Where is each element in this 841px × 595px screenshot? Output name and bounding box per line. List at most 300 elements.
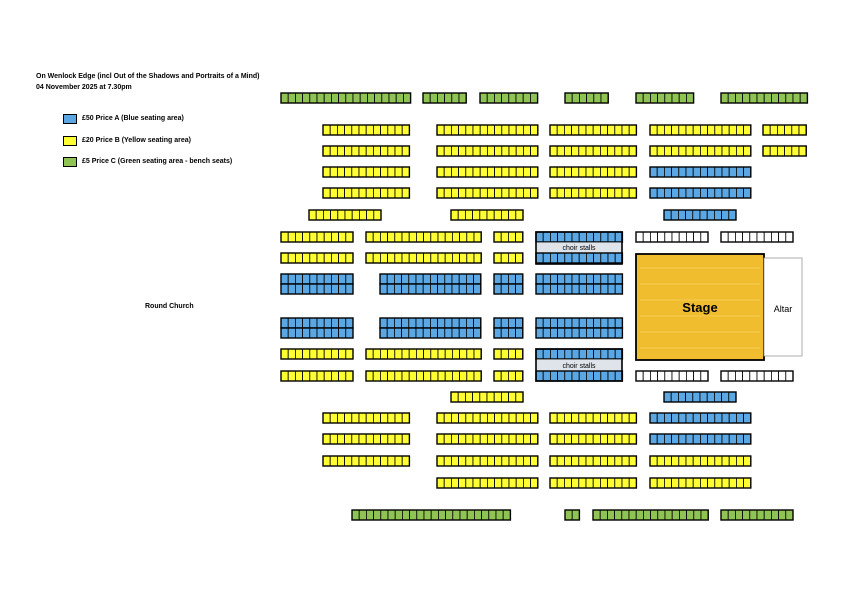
seat <box>339 318 346 328</box>
seat <box>509 478 516 488</box>
seat <box>543 371 550 381</box>
seat <box>729 210 736 220</box>
seat <box>430 318 437 328</box>
seat <box>438 232 445 242</box>
seat <box>345 146 352 156</box>
seat <box>303 274 310 284</box>
seat <box>323 188 330 198</box>
seat <box>489 510 496 520</box>
seat <box>572 253 579 263</box>
seat <box>501 318 508 328</box>
seat <box>622 413 629 423</box>
seat <box>330 125 337 135</box>
seat <box>665 93 672 103</box>
seat <box>531 125 538 135</box>
seat <box>295 274 302 284</box>
seat <box>388 371 395 381</box>
seat <box>409 371 416 381</box>
seat <box>686 210 693 220</box>
seat <box>531 456 538 466</box>
seat <box>437 93 444 103</box>
seat <box>736 413 743 423</box>
seat <box>722 188 729 198</box>
seat <box>714 392 721 402</box>
seat <box>565 510 572 520</box>
seat <box>531 478 538 488</box>
seat <box>531 188 538 198</box>
seat <box>494 328 501 338</box>
seat <box>600 434 607 444</box>
seat <box>453 510 460 520</box>
seat <box>643 371 650 381</box>
seat <box>380 232 387 242</box>
seat <box>764 93 771 103</box>
seat <box>331 318 338 328</box>
seat <box>629 188 636 198</box>
seat <box>381 167 388 177</box>
seat <box>467 232 474 242</box>
seat <box>715 188 722 198</box>
seat <box>579 456 586 466</box>
seat <box>572 167 579 177</box>
seat <box>494 284 501 294</box>
seat <box>736 146 743 156</box>
seat <box>779 93 786 103</box>
seat <box>550 434 557 444</box>
seat <box>466 318 473 328</box>
seat <box>785 125 792 135</box>
seat <box>679 478 686 488</box>
seat <box>395 413 402 423</box>
seat <box>460 232 467 242</box>
seat <box>402 434 409 444</box>
seat <box>295 371 302 381</box>
seat <box>579 274 586 284</box>
seat <box>650 478 657 488</box>
seat <box>615 318 622 328</box>
seat <box>281 318 288 328</box>
seat <box>309 210 316 220</box>
seat <box>701 232 708 242</box>
seat <box>494 232 501 242</box>
seat <box>608 284 615 294</box>
seat <box>564 188 571 198</box>
seat <box>629 456 636 466</box>
seat <box>594 284 601 294</box>
seat <box>366 434 373 444</box>
seat <box>445 318 452 328</box>
seat <box>672 125 679 135</box>
seat <box>480 188 487 198</box>
seat <box>346 284 353 294</box>
seat <box>330 413 337 423</box>
seat <box>516 328 523 338</box>
seat <box>416 284 423 294</box>
seat <box>650 146 657 156</box>
seat <box>572 232 579 242</box>
seat <box>487 210 494 220</box>
seat <box>678 210 685 220</box>
seat <box>664 188 671 198</box>
seat <box>686 456 693 466</box>
seat <box>503 510 510 520</box>
seat <box>295 349 302 359</box>
seat <box>387 318 394 328</box>
seat <box>388 146 395 156</box>
seat <box>728 371 735 381</box>
seat <box>467 349 474 359</box>
seat <box>409 274 416 284</box>
seat <box>288 318 295 328</box>
seat <box>587 93 594 103</box>
seat <box>317 232 324 242</box>
altar-label: Altar <box>773 304 793 314</box>
seat <box>495 188 502 198</box>
seat <box>459 478 466 488</box>
seat <box>586 413 593 423</box>
seat <box>593 478 600 488</box>
seat <box>531 146 538 156</box>
seat <box>396 93 403 103</box>
seat <box>629 478 636 488</box>
seat <box>579 146 586 156</box>
seat <box>700 456 707 466</box>
seat <box>487 456 494 466</box>
seat <box>409 318 416 328</box>
seat <box>339 349 346 359</box>
seat <box>757 93 764 103</box>
stage-label: Stage <box>682 300 718 315</box>
seat <box>480 434 487 444</box>
seat <box>750 371 757 381</box>
seat <box>359 413 366 423</box>
seat <box>380 371 387 381</box>
seat <box>793 93 800 103</box>
seat <box>777 125 784 135</box>
seat <box>779 510 786 520</box>
seat <box>373 434 380 444</box>
seat <box>459 167 466 177</box>
seat <box>777 146 784 156</box>
seat <box>459 434 466 444</box>
seat <box>508 371 515 381</box>
seat <box>352 188 359 198</box>
seat <box>608 232 615 242</box>
choir-stalls-label-bottom: choir stalls <box>562 363 596 370</box>
seat <box>686 167 693 177</box>
seat <box>531 413 538 423</box>
seat <box>550 328 557 338</box>
seat <box>330 167 337 177</box>
seat <box>409 253 416 263</box>
seat <box>543 274 550 284</box>
seat <box>410 510 417 520</box>
seat <box>494 253 501 263</box>
seat <box>310 274 317 284</box>
seat <box>715 478 722 488</box>
seat <box>324 284 331 294</box>
seat <box>395 371 402 381</box>
seat <box>473 413 480 423</box>
seat <box>310 93 317 103</box>
seat <box>572 188 579 198</box>
seat <box>700 478 707 488</box>
seat <box>380 328 387 338</box>
seat <box>550 167 557 177</box>
seat <box>550 349 557 359</box>
seat <box>437 188 444 198</box>
seat <box>424 253 431 263</box>
seat <box>708 456 715 466</box>
seat <box>516 146 523 156</box>
seat <box>459 328 466 338</box>
seat <box>323 456 330 466</box>
seat <box>494 349 501 359</box>
seat <box>679 188 686 198</box>
seat <box>502 478 509 488</box>
seat <box>672 456 679 466</box>
seat <box>593 146 600 156</box>
seat <box>394 274 401 284</box>
seat <box>431 253 438 263</box>
seat <box>509 167 516 177</box>
seat <box>657 146 664 156</box>
seat <box>607 510 614 520</box>
seat <box>523 125 530 135</box>
seat <box>664 146 671 156</box>
seat <box>431 349 438 359</box>
seat <box>480 146 487 156</box>
seat <box>799 146 806 156</box>
seat <box>330 146 337 156</box>
seat <box>672 434 679 444</box>
seat <box>558 318 565 328</box>
seat <box>722 210 729 220</box>
seat <box>557 146 564 156</box>
seat <box>460 349 467 359</box>
seat <box>387 328 394 338</box>
seat <box>715 456 722 466</box>
seat <box>744 125 751 135</box>
seat <box>586 188 593 198</box>
seat <box>466 167 473 177</box>
seat <box>579 478 586 488</box>
seat <box>564 434 571 444</box>
seat <box>664 413 671 423</box>
seat <box>550 125 557 135</box>
seat <box>459 318 466 328</box>
seat <box>608 274 615 284</box>
seat <box>424 232 431 242</box>
seat <box>543 232 550 242</box>
seat <box>424 371 431 381</box>
seat <box>550 232 557 242</box>
seat <box>346 328 353 338</box>
seat <box>694 510 701 520</box>
seat <box>288 284 295 294</box>
seat <box>402 413 409 423</box>
seat <box>516 478 523 488</box>
seat <box>736 125 743 135</box>
seat <box>474 253 481 263</box>
seat <box>601 328 608 338</box>
seat <box>494 392 501 402</box>
seat <box>658 232 665 242</box>
seat <box>444 125 451 135</box>
seat <box>438 328 445 338</box>
seat <box>451 456 458 466</box>
seat <box>744 167 751 177</box>
seat <box>310 253 317 263</box>
seat <box>451 188 458 198</box>
seat <box>579 253 586 263</box>
seat <box>509 188 516 198</box>
seat <box>459 413 466 423</box>
seat <box>303 349 310 359</box>
seat <box>708 125 715 135</box>
seat <box>452 253 459 263</box>
seat <box>516 253 523 263</box>
seat <box>366 456 373 466</box>
seat <box>317 318 324 328</box>
seat <box>586 456 593 466</box>
seat <box>735 232 742 242</box>
seat <box>388 232 395 242</box>
seat <box>523 167 530 177</box>
seat <box>359 167 366 177</box>
seat <box>474 284 481 294</box>
seat <box>339 93 346 103</box>
seat <box>288 232 295 242</box>
seat <box>693 188 700 198</box>
seat <box>367 210 374 220</box>
seat <box>615 274 622 284</box>
seat <box>373 349 380 359</box>
seat <box>601 93 608 103</box>
seat <box>509 413 516 423</box>
seat <box>601 284 608 294</box>
seat <box>323 146 330 156</box>
seat <box>359 510 366 520</box>
seat <box>579 167 586 177</box>
seat <box>438 349 445 359</box>
seat <box>672 146 679 156</box>
seat <box>317 371 324 381</box>
seat <box>679 371 686 381</box>
seat <box>373 146 380 156</box>
seat <box>423 274 430 284</box>
seat <box>402 146 409 156</box>
seat <box>516 392 523 402</box>
seat <box>359 146 366 156</box>
seat <box>402 253 409 263</box>
seat <box>564 167 571 177</box>
seat <box>686 146 693 156</box>
seat <box>736 188 743 198</box>
seat <box>437 478 444 488</box>
seat <box>487 188 494 198</box>
seat <box>736 434 743 444</box>
seat <box>487 93 494 103</box>
seat <box>799 125 806 135</box>
seat <box>345 125 352 135</box>
seat <box>572 93 579 103</box>
seat <box>310 371 317 381</box>
seat <box>389 93 396 103</box>
seat <box>608 146 615 156</box>
seat <box>460 253 467 263</box>
seat <box>373 253 380 263</box>
seat <box>572 274 579 284</box>
seat <box>586 318 593 328</box>
seat <box>458 392 465 402</box>
seat <box>509 434 516 444</box>
seat <box>757 371 764 381</box>
seat <box>331 284 338 294</box>
seat <box>530 93 537 103</box>
seat <box>572 456 579 466</box>
seat <box>672 167 679 177</box>
seat <box>402 232 409 242</box>
seat <box>757 232 764 242</box>
seat <box>452 93 459 103</box>
seat <box>735 93 742 103</box>
seat <box>480 478 487 488</box>
seat <box>402 371 409 381</box>
seat <box>437 125 444 135</box>
seat <box>438 510 445 520</box>
seat <box>700 434 707 444</box>
seat <box>366 371 373 381</box>
seat <box>722 392 729 402</box>
seat <box>444 188 451 198</box>
seat <box>671 392 678 402</box>
seat <box>353 93 360 103</box>
seat <box>564 456 571 466</box>
seat <box>658 93 665 103</box>
seat <box>708 146 715 156</box>
seat <box>409 232 416 242</box>
seat <box>600 456 607 466</box>
seat <box>771 232 778 242</box>
seat <box>701 371 708 381</box>
seat <box>622 456 629 466</box>
seat <box>516 318 523 328</box>
seat <box>693 146 700 156</box>
seat <box>430 93 437 103</box>
seat <box>387 284 394 294</box>
seat <box>394 318 401 328</box>
seat <box>288 93 295 103</box>
seat <box>331 371 338 381</box>
seat <box>622 510 629 520</box>
seat <box>650 413 657 423</box>
seat <box>437 167 444 177</box>
seat <box>402 318 409 328</box>
event-title: On Wenlock Edge (incl Out of the Shadows and Portraits of a Mind) <box>36 73 260 80</box>
seat <box>467 510 474 520</box>
seat <box>380 253 387 263</box>
seat <box>438 318 445 328</box>
seat <box>679 434 686 444</box>
seat <box>366 253 373 263</box>
seat <box>501 371 508 381</box>
seat <box>593 188 600 198</box>
seat <box>650 434 657 444</box>
seat <box>494 274 501 284</box>
seat <box>558 232 565 242</box>
seat <box>686 392 693 402</box>
